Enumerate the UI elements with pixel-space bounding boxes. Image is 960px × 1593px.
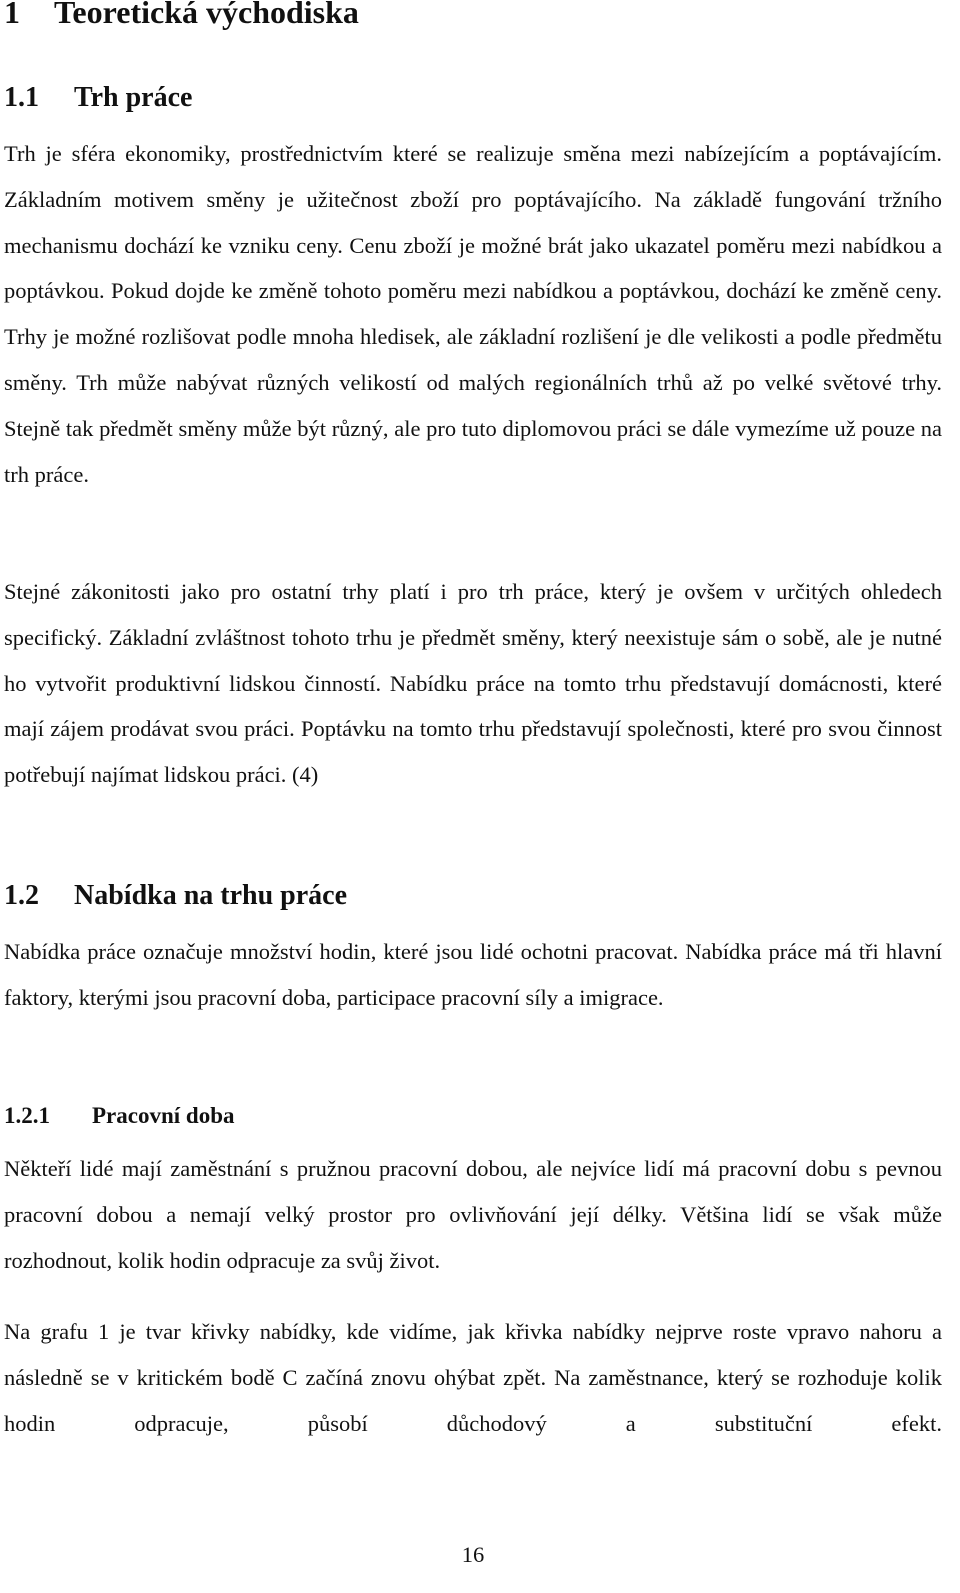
section-number: 1.1 — [4, 82, 39, 113]
chapter-title: Teoretická východiska — [54, 0, 359, 30]
paragraph-zakonitosti: Stejné zákonitosti jako pro ostatní trhy platí i pro trh práce, který je ovšem v určitých ohledech specifický. Základní zvláštnost tohoto trhu je předmět směny, který neexistuje sám o sobě, ale je nutné ho vytvořit produktivní lidskou činností. Nabídku práce na tomto trhu představují domácnosti, které mají zájem prodávat svou práci. Poptávku na tomto trhu představují společnosti, které pro svou činnost potřebují najímat lidskou práci. (4) — [4, 579, 942, 788]
section-number: 1.2 — [4, 880, 39, 911]
subsection-title: Pracovní doba — [92, 1103, 235, 1128]
paragraph-trh: Trh je sféra ekonomiky, prostřednictvím které se realizuje směna mezi nabízejícím a poptávajícím. Základním motivem směny je užitečnost zboží pro poptávajícího. Na základě fungování tržního mechanismu dochází ke vzniku ceny. Cenu zboží je možné brát jako ukazatel poměru mezi nabídkou a poptávkou. Pokud dojde ke změně tohoto poměru mezi nabídkou a poptávkou, dochází ke změně ceny. Trhy je možné rozlišovat podle mnoha hledisek, ale základní rozlišení je dle velikosti a podle předmětu směny. Trh může nabývat různých velikostí od malých regionálních trhů až po velké světové trhy. Stejně tak předmět směny může být různý, ale pro tuto diplomovou práci se dále vymezíme už pouze na trh práce. — [4, 141, 942, 487]
section-title: Nabídka na trhu práce — [74, 880, 348, 911]
paragraph-nabidka-prace: Nabídka práce označuje množství hodin, které jsou lidé ochotni pracovat. Nabídka práce má tři hlavní faktory, kterými jsou pracovní doba, participace pracovní síly a imigrace. — [4, 939, 942, 1010]
paragraph-pracovni-doba: Někteří lidé mají zaměstnání s pružnou pracovní dobou, ale nejvíce lidí má pracovní dobu s pevnou pracovní dobou a nemají velký prostor pro ovlivňování její délky. Většina lidí se však může rozhodnout, kolik hodin odpracuje za svůj život. — [4, 1156, 942, 1273]
chapter-heading — [4, 0, 359, 34]
section-heading-nabidka — [4, 876, 347, 916]
paragraph-graf: Na grafu 1 je tvar křivky nabídky, kde vidíme, jak křivka nabídky nejprve roste vpravo nahoru a následně se v kritickém bodě C začíná znovu ohýbat zpět. Na zaměstnance, který se rozhoduje kolik hodin odpracuje, působí důchodový a substituční efekt. — [4, 1319, 942, 1436]
page-number: 16 — [461, 1542, 485, 1567]
subsection-number: 1.2.1 — [4, 1103, 50, 1128]
chapter-number: 1 — [4, 0, 20, 30]
section-title: Trh práce — [74, 82, 193, 113]
subsection-heading-pracovni-doba — [4, 1100, 234, 1132]
section-heading-trh-prace — [4, 78, 192, 118]
